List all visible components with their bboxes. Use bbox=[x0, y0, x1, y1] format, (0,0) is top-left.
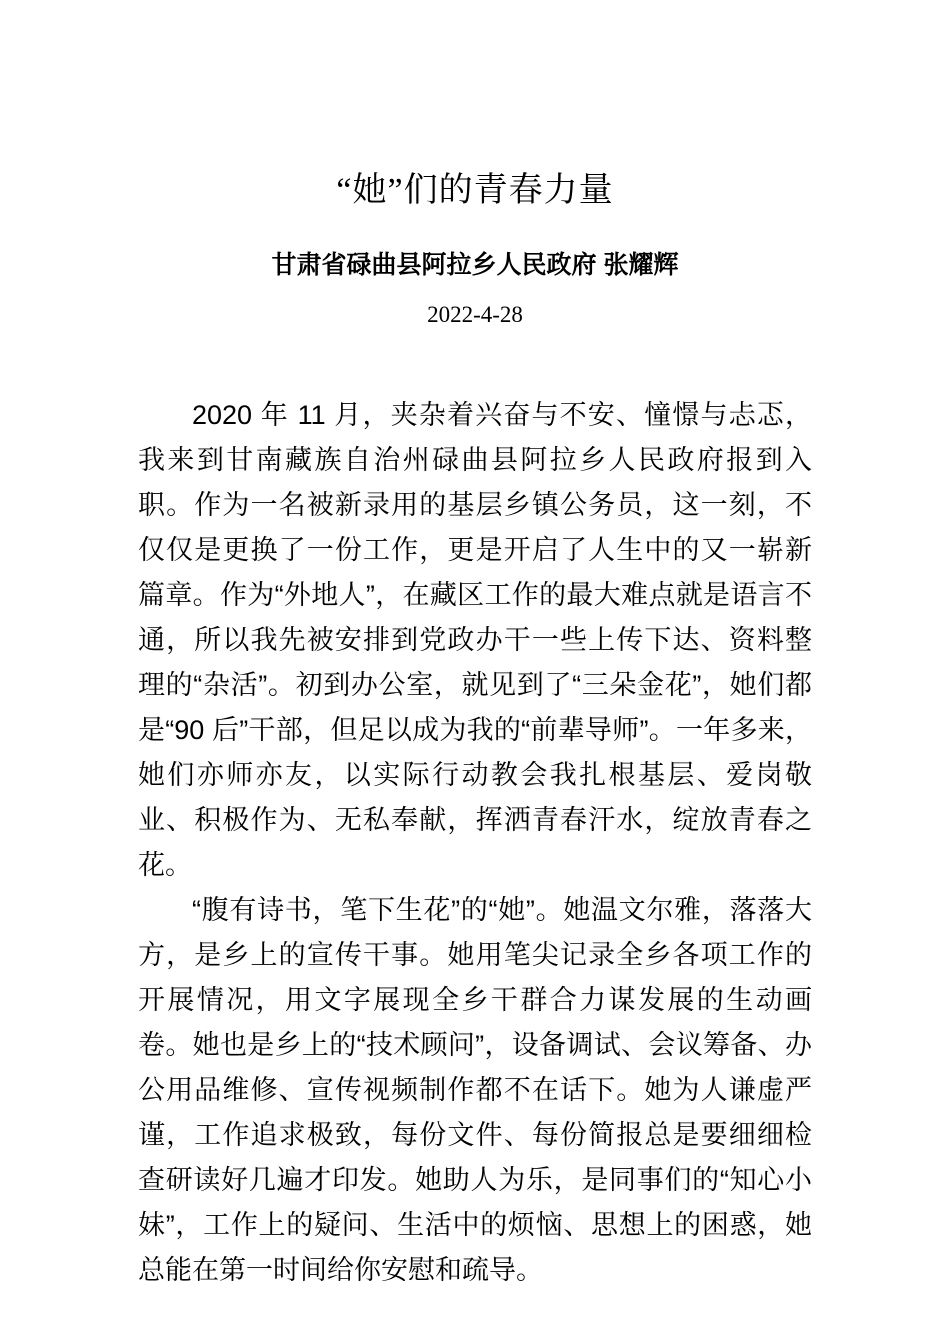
document-body bbox=[138, 331, 812, 1293]
document-byline: 甘肃省碌曲县阿拉乡人民政府 张耀辉 bbox=[271, 251, 679, 279]
body-paragraph: 2020 年 11 月，夹杂着兴奋与不安、憧憬与忐忑，我来到甘南藏族自治州碌曲县阿拉乡人民政府报到入职。作为一名被新录用的基层乡镇公务员，这一刻，不仅仅是更换了一份工作，更是开启了人生中的又一崭新篇章。作为“外地人”，在藏区工作的最大难点就是语言不通，所以我先被安排到党政办干一些上传下达、资料整理的“杂活”。初到办公室，就见到了“三朵金花”，她们都是“90 后”干部，但足以成为我的“前辈导师”。一年多来，她们亦师亦友，以实际行动教会我扎根基层、爱岗敬业、积极作为、无私奉献，挥洒青春汗水，绽放青春之花。 bbox=[138, 400, 812, 880]
body-paragraph: “腹有诗书，笔下生花”的“她”。她温文尔雅，落落大方，是乡上的宣传干事。她用笔尖记录全乡各项工作的开展情况，用文字展现全乡干群合力谋发展的生动画卷。她也是乡上的“技术顾问”，设备调试、会议筹备、办公用品维修、宣传视频制作都不在话下。她为人谦虚严谨，工作追求极致，每份文件、每份简报总是要细细检查研读好几遍才印发。她助人为乐，是同事们的“知心小妹”，工作上的疑问、生活中的烦恼、思想上的困惑，她总能在第一时间给你安慰和疏导。 bbox=[138, 895, 812, 1285]
document-date: 2022-4-28 bbox=[427, 302, 523, 327]
document-title: “她”们的青春力量 bbox=[336, 172, 614, 209]
document-content bbox=[138, 0, 812, 1293]
